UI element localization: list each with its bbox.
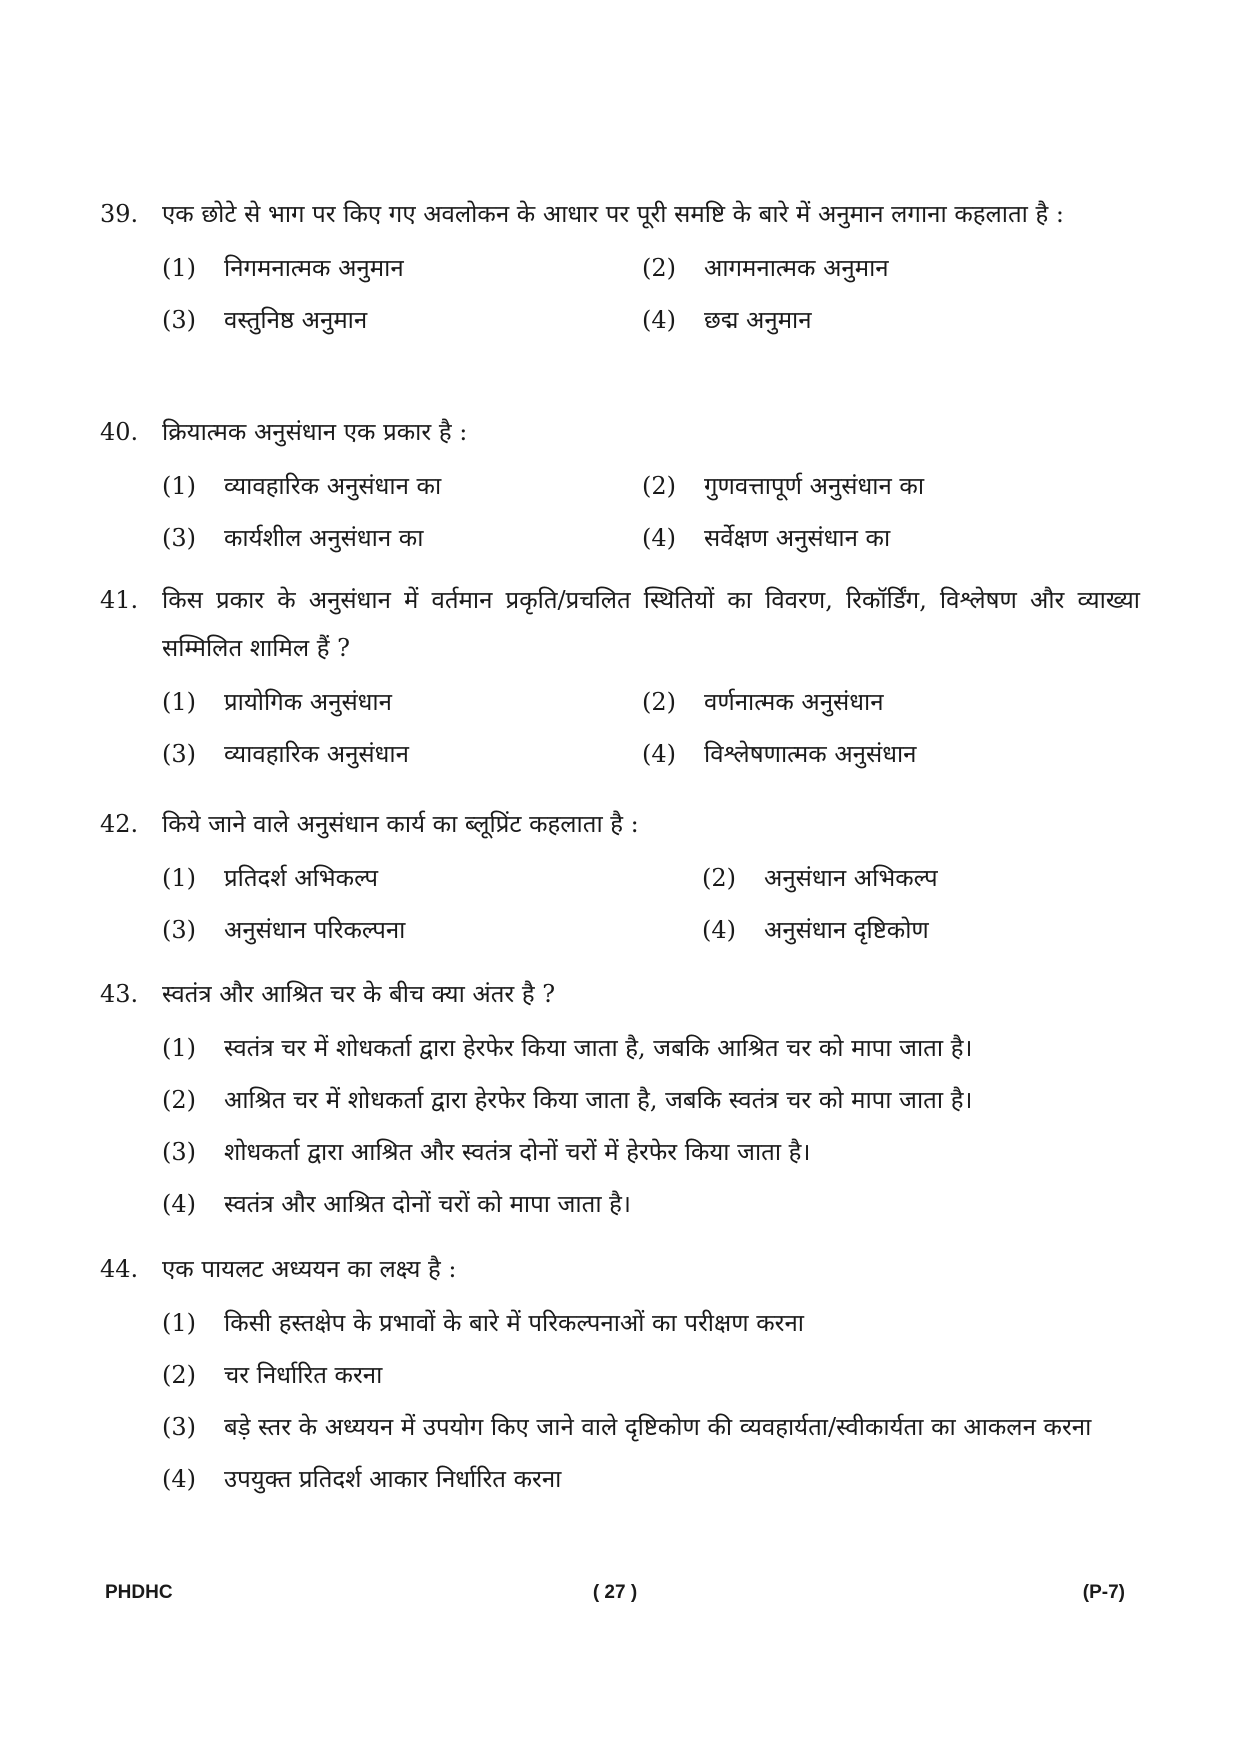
option-text: व्यावहारिक अनुसंधान का bbox=[224, 472, 442, 500]
option-text: चर निर्धारित करना bbox=[224, 1361, 383, 1389]
option-number: (2) bbox=[642, 688, 676, 716]
option-4 bbox=[642, 296, 1122, 344]
page-footer bbox=[105, 1582, 1125, 1612]
question-stem bbox=[100, 190, 1140, 238]
option-3 bbox=[162, 730, 642, 778]
option-text: आगमनात्मक अनुमान bbox=[704, 254, 889, 282]
option-text: वर्णनात्मक अनुसंधान bbox=[704, 688, 884, 716]
options-grid bbox=[162, 678, 1140, 778]
option-1 bbox=[162, 1299, 1140, 1347]
option-number: (3) bbox=[162, 916, 196, 944]
question-42 bbox=[100, 800, 1140, 954]
option-4 bbox=[162, 1180, 1140, 1228]
option-text: गुणवत्तापूर्ण अनुसंधान का bbox=[704, 472, 925, 500]
option-3 bbox=[162, 1403, 1140, 1451]
option-text: आश्रित चर में शोधकर्ता द्वारा हेरफेर किया जाता है, जबकि स्वतंत्र चर को मापा जाता है। bbox=[224, 1086, 973, 1114]
option-1 bbox=[162, 854, 702, 902]
option-number: (1) bbox=[162, 1309, 196, 1337]
options-list bbox=[162, 1024, 1140, 1228]
option-number: (3) bbox=[162, 524, 196, 552]
question-number: 39. bbox=[100, 200, 139, 228]
question-text: एक पायलट अध्ययन का लक्ष्य है : bbox=[162, 1255, 457, 1283]
option-text: किसी हस्तक्षेप के प्रभावों के बारे में परिकल्पनाओं का परीक्षण करना bbox=[224, 1309, 804, 1337]
option-number: (4) bbox=[642, 306, 676, 334]
page-number: ( 27 ) bbox=[592, 1582, 638, 1603]
option-number: (2) bbox=[642, 472, 676, 500]
question-number: 44. bbox=[100, 1255, 139, 1283]
option-text: बड़े स्तर के अध्ययन में उपयोग किए जाने वाले दृष्टिकोण की व्यवहार्यता/स्वीकार्यता का आकलन करना bbox=[224, 1413, 1092, 1441]
option-1 bbox=[162, 462, 642, 510]
option-text: व्यावहारिक अनुसंधान bbox=[224, 740, 409, 768]
option-number: (4) bbox=[162, 1190, 196, 1218]
option-number: (4) bbox=[642, 740, 676, 768]
option-text: निगमनात्मक अनुमान bbox=[224, 254, 404, 282]
option-text: कार्यशील अनुसंधान का bbox=[224, 524, 424, 552]
option-2 bbox=[702, 854, 1142, 902]
option-2 bbox=[642, 244, 1122, 292]
option-number: (2) bbox=[162, 1086, 196, 1114]
option-2 bbox=[642, 678, 1122, 726]
option-text: स्वतंत्र चर में शोधकर्ता द्वारा हेरफेर किया जाता है, जबकि आश्रित चर को मापा जाता है। bbox=[224, 1034, 973, 1062]
option-text: अनुसंधान अभिकल्प bbox=[764, 864, 938, 892]
question-number: 43. bbox=[100, 980, 139, 1008]
option-number: (4) bbox=[642, 524, 676, 552]
option-number: (1) bbox=[162, 688, 196, 716]
question-39 bbox=[100, 190, 1140, 344]
option-text: उपयुक्त प्रतिदर्श आकार निर्धारित करना bbox=[224, 1465, 562, 1493]
option-3 bbox=[162, 906, 702, 954]
option-text: वस्तुनिष्ठ अनुमान bbox=[224, 306, 368, 334]
question-41 bbox=[100, 576, 1140, 778]
question-stem bbox=[100, 576, 1140, 672]
option-3 bbox=[162, 296, 642, 344]
option-number: (1) bbox=[162, 254, 196, 282]
option-3 bbox=[162, 514, 642, 562]
question-text: किस प्रकार के अनुसंधान में वर्तमान प्रकृति/प्रचलित स्थितियों का विवरण, रिकॉर्डिंग, विश्लेषण और व्याख्या सम्मिलित शामिल हैं ? bbox=[162, 586, 1140, 662]
question-text: एक छोटे से भाग पर किए गए अवलोकन के आधार पर पूरी समष्टि के बारे में अनुमान लगाना कहलाता है : bbox=[162, 200, 1064, 228]
question-stem bbox=[100, 970, 1140, 1018]
set-code: (P-7) bbox=[1082, 1582, 1125, 1603]
question-43 bbox=[100, 970, 1140, 1232]
option-number: (3) bbox=[162, 306, 196, 334]
option-number: (4) bbox=[162, 1465, 196, 1493]
option-text: शोधकर्ता द्वारा आश्रित और स्वतंत्र दोनों चरों में हेरफेर किया जाता है। bbox=[224, 1138, 811, 1166]
question-number: 42. bbox=[100, 810, 139, 838]
question-stem bbox=[100, 408, 1140, 456]
option-number: (3) bbox=[162, 740, 196, 768]
options-grid bbox=[162, 244, 1140, 344]
question-text: किये जाने वाले अनुसंधान कार्य का ब्लूप्रिंट कहलाता है : bbox=[162, 810, 639, 838]
option-text: अनुसंधान परिकल्पना bbox=[224, 916, 406, 944]
option-text: प्रायोगिक अनुसंधान bbox=[224, 688, 392, 716]
options-grid bbox=[162, 462, 1140, 562]
option-2 bbox=[162, 1351, 1140, 1399]
question-stem bbox=[100, 1245, 1140, 1293]
option-number: (2) bbox=[162, 1361, 196, 1389]
question-text: स्वतंत्र और आश्रित चर के बीच क्या अंतर है ? bbox=[162, 980, 556, 1008]
option-number: (1) bbox=[162, 1034, 196, 1062]
question-stem bbox=[100, 800, 1140, 848]
option-3 bbox=[162, 1128, 1140, 1176]
option-text: सर्वेक्षण अनुसंधान का bbox=[704, 524, 891, 552]
question-text: क्रियात्मक अनुसंधान एक प्रकार है : bbox=[162, 418, 468, 446]
option-number: (2) bbox=[642, 254, 676, 282]
option-number: (4) bbox=[702, 916, 736, 944]
option-1 bbox=[162, 678, 642, 726]
paper-code: PHDHC bbox=[105, 1582, 173, 1603]
option-text: स्वतंत्र और आश्रित दोनों चरों को मापा जाता है। bbox=[224, 1190, 632, 1218]
option-4 bbox=[702, 906, 1142, 954]
question-number: 40. bbox=[100, 418, 139, 446]
option-4 bbox=[642, 730, 1122, 778]
options-grid bbox=[162, 854, 1140, 954]
question-40 bbox=[100, 408, 1140, 562]
option-text: छद्म अनुमान bbox=[704, 306, 812, 334]
options-list bbox=[162, 1299, 1140, 1503]
option-2 bbox=[162, 1076, 1140, 1124]
option-4 bbox=[642, 514, 1122, 562]
option-number: (3) bbox=[162, 1138, 196, 1166]
option-number: (1) bbox=[162, 864, 196, 892]
question-number: 41. bbox=[100, 586, 139, 614]
option-text: प्रतिदर्श अभिकल्प bbox=[224, 864, 379, 892]
option-number: (3) bbox=[162, 1413, 196, 1441]
option-number: (2) bbox=[702, 864, 736, 892]
option-text: विश्लेषणात्मक अनुसंधान bbox=[704, 740, 917, 768]
option-2 bbox=[642, 462, 1122, 510]
option-4 bbox=[162, 1455, 1140, 1503]
option-1 bbox=[162, 244, 642, 292]
option-1 bbox=[162, 1024, 1140, 1072]
option-text: अनुसंधान दृष्टिकोण bbox=[764, 916, 929, 944]
option-number: (1) bbox=[162, 472, 196, 500]
question-44 bbox=[100, 1245, 1140, 1507]
